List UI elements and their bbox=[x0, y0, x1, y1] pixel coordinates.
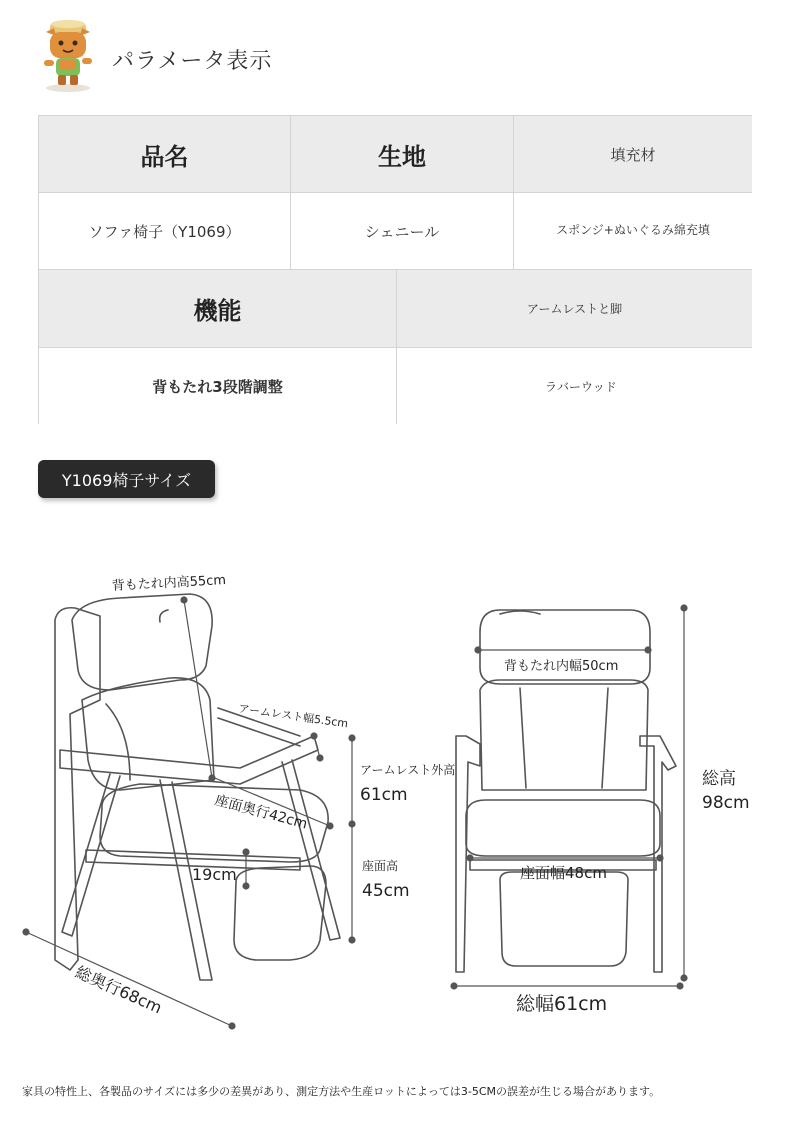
disclaimer-note: 家具の特性上、各製品のサイズには多少の差異があり、測定方法や生産ロットによっては3-5CMの誤差が生じる場合があります。 bbox=[22, 1085, 661, 1098]
label-seat-width: 座面幅48cm bbox=[520, 864, 607, 882]
side-back-cushion bbox=[82, 678, 214, 790]
mascot-logo bbox=[38, 18, 98, 92]
chair-dimension-diagram bbox=[0, 540, 790, 1060]
header-filling: 填充材 bbox=[514, 116, 752, 193]
header bbox=[38, 18, 758, 98]
label-total-depth: 総奥行68cm bbox=[72, 962, 165, 1018]
spec-table bbox=[38, 115, 752, 424]
header-fabric: 生地 bbox=[291, 116, 514, 193]
header-arm-legs: アームレストと脚 bbox=[397, 270, 752, 348]
front-left-arm bbox=[456, 736, 480, 972]
label-total-height: 総高 bbox=[702, 769, 736, 789]
header-product-name: 品名 bbox=[39, 116, 291, 193]
label-gap: 19cm bbox=[192, 865, 237, 884]
front-ottoman bbox=[500, 872, 628, 966]
value-filling: スポンジ+ぬいぐるみ綿充填 bbox=[514, 193, 752, 270]
value-total-height: 98cm bbox=[702, 793, 750, 813]
front-seat-cushion bbox=[466, 800, 660, 856]
value-product-name: ソファ椅子（Y1069） bbox=[39, 193, 291, 270]
label-arm-outer-height: アームレスト外高 bbox=[360, 763, 456, 777]
value-function: 背もたれ3段階調整 bbox=[39, 348, 397, 424]
label-back-inner-width: 背もたれ内幅50cm bbox=[504, 659, 619, 674]
side-ottoman bbox=[234, 866, 326, 960]
side-rear-leg bbox=[282, 760, 340, 940]
size-section-badge: Y1069椅子サイズ bbox=[38, 460, 215, 498]
page-title: パラメータ表示 bbox=[112, 49, 273, 74]
value-arm-outer-height: 61cm bbox=[360, 785, 408, 805]
label-arm-width: アームレスト幅5.5cm bbox=[237, 702, 349, 731]
value-fabric: シェニール bbox=[291, 193, 514, 270]
label-back-inner-height: 背もたれ内高55cm bbox=[111, 573, 227, 594]
side-armrest bbox=[60, 736, 318, 784]
front-back-cushion bbox=[480, 680, 648, 790]
label-total-width: 総幅61cm bbox=[516, 993, 608, 1015]
front-right-arm bbox=[640, 736, 676, 972]
label-seat-height: 座面高 bbox=[362, 859, 399, 873]
header-function: 機能 bbox=[39, 270, 397, 348]
label-seat-depth: 座面奥行42cm bbox=[212, 792, 310, 833]
value-seat-height: 45cm bbox=[362, 881, 410, 901]
value-material: ラバーウッド bbox=[397, 348, 752, 424]
side-front-leg bbox=[62, 774, 120, 936]
